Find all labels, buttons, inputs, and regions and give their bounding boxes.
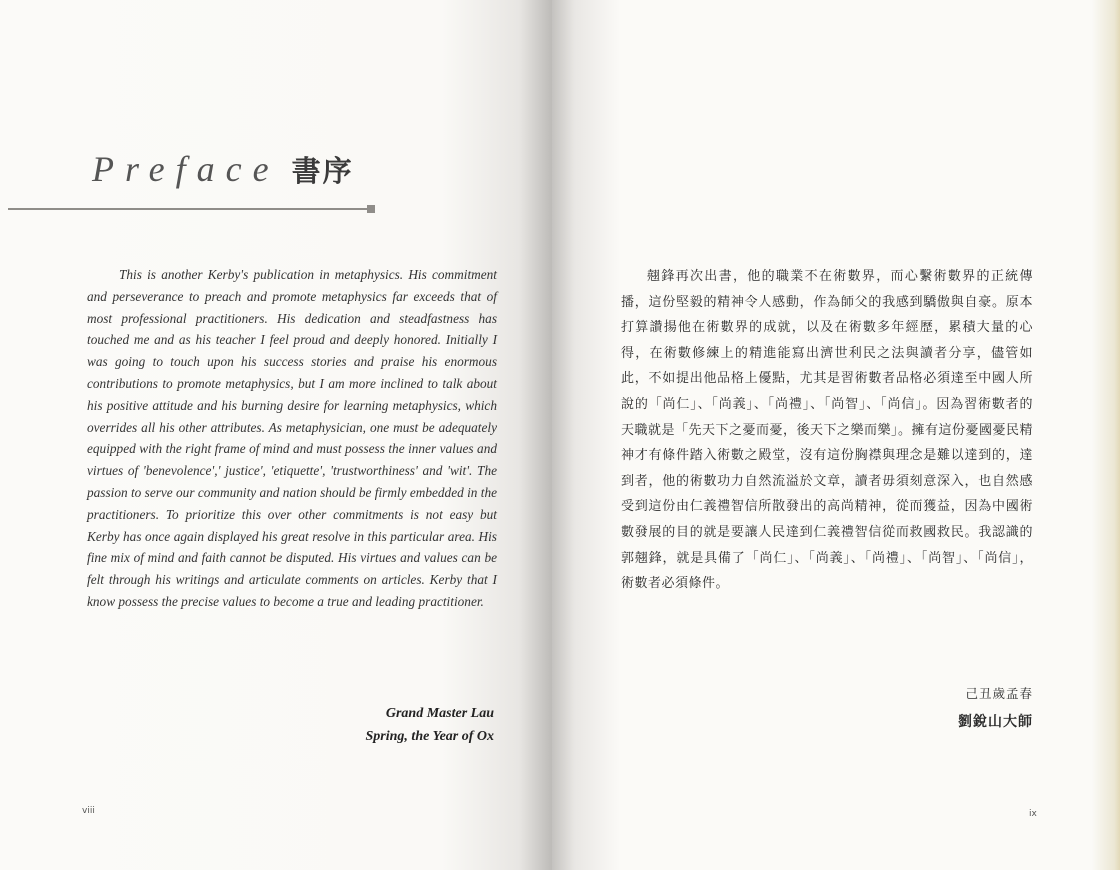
left-page <box>0 0 552 870</box>
signature-name-en: Grand Master Lau <box>385 706 494 721</box>
preface-body-en: This is another Kerby's publication in metaphysics. His commitment and perseverance to preach and promote metaphysics far exceeds that of most professional practitioners. His dedication and steadfastness has touched me and as his teacher I feel proud and deeply honored. Initially I was going to touch upon his success stories and praise his enormous contributions to promote metaphysics, but I am more inclined to talk about his positive attitude and his burning desire for learning metaphysics, which overrides all his other attributes. As metaphysician, one must be adequately equipped with the right frame of mind and must possess the inner values and virtues of 'benevolence',' justice', 'etiquette', 'trustworthiness' and 'wit'. The passion to serve our community and nation should be firmly embedded in the practitioners. To prioritize this over other commitments is not easy but Kerby has once again displayed his great resolve in this particular area. His fine mix of mind and faith cannot be disputed. His virtues and values can be felt through his writings and articulate comments on articles. Kerby that I know possess the precise values to become a true and leading practitioner. <box>87 267 497 609</box>
preface-body-zh: 翹鋒再次出書，他的職業不在術數界，而心繫術數界的正統傳播，這份堅毅的精神令人感動，作為師父的我感到驕傲與自豪。原本打算讚揚他在術數界的成就，以及在術數多年經歷，累積大量的心得，在術數修練上的精進能寫出濟世利民之法與讀者分享，儘管如此，不如提出他品格上優點，尤其是習術數者品格必須達至中國人所說的「尚仁」、「尚義」、「尚禮」、「尚智」、「尚信」。因為習術數者的天職就是「先天下之憂而憂，後天下之樂而樂」。擁有這份憂國憂民精神才有條件踏入術數之殿堂，沒有這份胸襟與理念是難以達到的，達到者，他的術數功力自然流溢於文章，讀者毋須刻意深入，也自然感受到這份由仁義禮智信所散發出的高尚精神，從而獲益，因為中國術數發展的目的就是要讓人民達到仁義禮智信從而救國救民。我認識的郭翹鋒，就是具備了「尚仁」、「尚義」、「尚禮」、「尚智」、「尚信」，術數者必須條件。 <box>621 269 1034 592</box>
preface-heading <box>92 148 354 190</box>
signature-date-en: Spring, the Year of Ox <box>365 729 494 744</box>
page-number-right: ix <box>1029 809 1037 819</box>
page-number-left: viii <box>82 806 95 816</box>
preface-heading-en: Preface <box>92 149 280 189</box>
heading-rule-ornament <box>367 205 375 213</box>
signature-date-zh: 己丑歲孟春 <box>965 686 1033 701</box>
signature-block-en <box>300 702 494 748</box>
signature-name-zh: 劉銳山大師 <box>958 714 1033 730</box>
preface-heading-zh: 書序 <box>291 154 354 188</box>
heading-rule <box>8 208 370 210</box>
signature-block-zh <box>880 684 1033 736</box>
